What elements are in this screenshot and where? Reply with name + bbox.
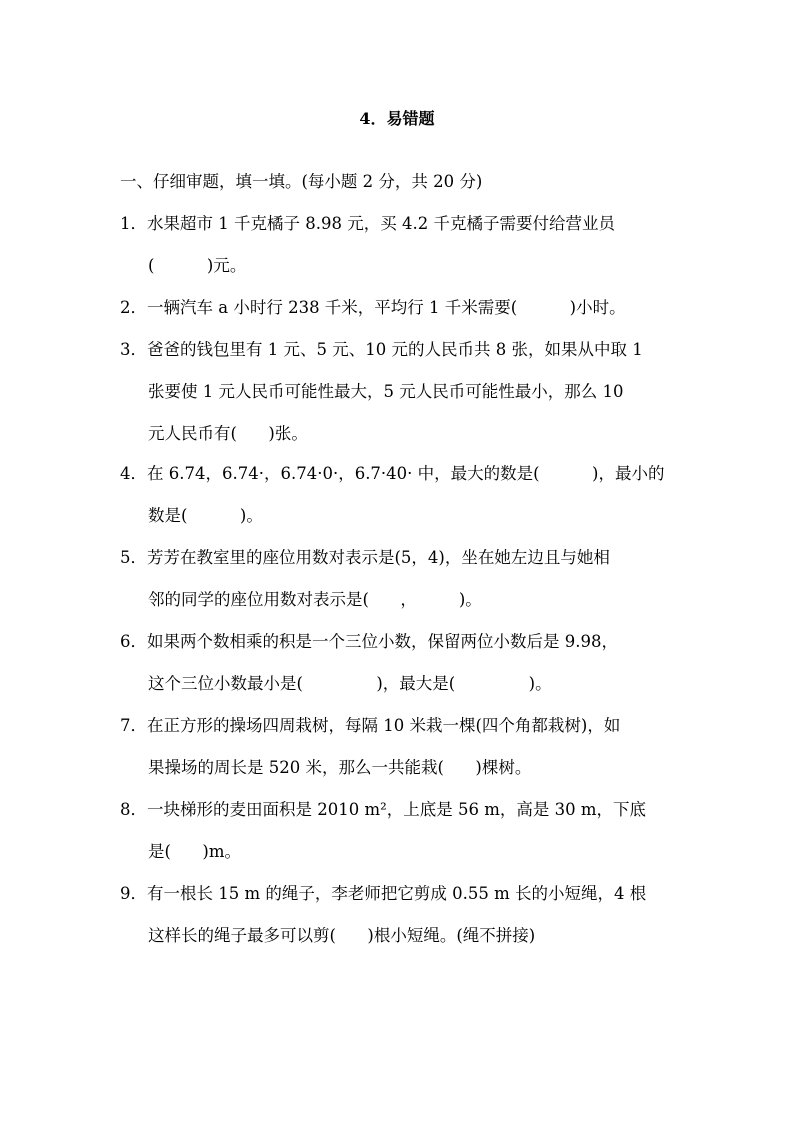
- question-3: [120, 339, 643, 361]
- question-1: [120, 213, 615, 235]
- question-9: [120, 883, 646, 905]
- question-number: 6．: [120, 632, 147, 651]
- question-4-continuation: 数是( )。: [148, 506, 263, 525]
- section-heading: 一、仔细审题，填一填。(每小题 2 分，共 20 分): [120, 172, 483, 191]
- page-title: 4．易错题: [359, 109, 435, 128]
- question-text: 一辆汽车 a 小时行 238 千米，平均行 1 千米需要( )小时。: [147, 298, 626, 317]
- question-number: 8．: [120, 800, 147, 819]
- question-number: 7．: [120, 716, 147, 735]
- question-text: 芳芳在教室里的座位用数对表示是(5，4)，坐在她左边且与她相: [147, 548, 610, 567]
- question-text: 水果超市 1 千克橘子 8.98 元，买 4.2 千克橘子需要付给营业员: [147, 214, 615, 233]
- question-text: 爸爸的钱包里有 1 元、5 元、10 元的人民币共 8 张，如果从中取 1: [147, 340, 643, 359]
- question-9-continuation: 这样长的绳子最多可以剪( )根小短绳。(绳不拼接): [148, 926, 536, 945]
- question-number: 2．: [120, 298, 147, 317]
- question-text: 在正方形的操场四周栽树，每隔 10 米栽一棵(四个角都栽树)，如: [147, 716, 621, 735]
- question-text: 如果两个数相乘的积是一个三位小数，保留两位小数后是 9.98，: [147, 632, 618, 651]
- question-7-continuation: 果操场的周长是 520 米，那么一共能栽( )棵树。: [148, 758, 532, 777]
- question-6-continuation: 这个三位小数最小是( )，最大是( )。: [148, 674, 552, 693]
- question-5: [120, 547, 610, 569]
- question-7: [120, 715, 620, 737]
- question-number: 4．: [120, 464, 147, 483]
- question-number: 5．: [120, 548, 147, 567]
- question-number: 3．: [120, 340, 147, 359]
- question-number: 1．: [120, 214, 147, 233]
- question-5-continuation: 邻的同学的座位用数对表示是( ， )。: [148, 590, 482, 609]
- question-8-continuation: 是( )m。: [148, 842, 241, 861]
- question-4: [120, 463, 665, 485]
- question-text: 一块梯形的麦田面积是 2010 m²，上底是 56 m，高是 30 m，下底: [147, 800, 647, 819]
- question-8: [120, 799, 646, 821]
- question-3-continuation: 张要使 1 元人民币可能性最大，5 元人民币可能性最小，那么 10: [148, 382, 624, 401]
- question-6: [120, 631, 618, 653]
- question-text: 在 6.74，6.74·，6.74·0·，6.7·40· 中，最大的数是( )，最小的: [147, 464, 665, 483]
- question-3-continuation: 元人民币有( )张。: [148, 424, 308, 443]
- question-number: 9．: [120, 884, 147, 903]
- question-2: [120, 297, 626, 319]
- question-1-continuation: ( )元。: [148, 256, 247, 275]
- question-text: 有一根长 15 m 的绳子，李老师把它剪成 0.55 m 长的小短绳，4 根: [147, 884, 647, 903]
